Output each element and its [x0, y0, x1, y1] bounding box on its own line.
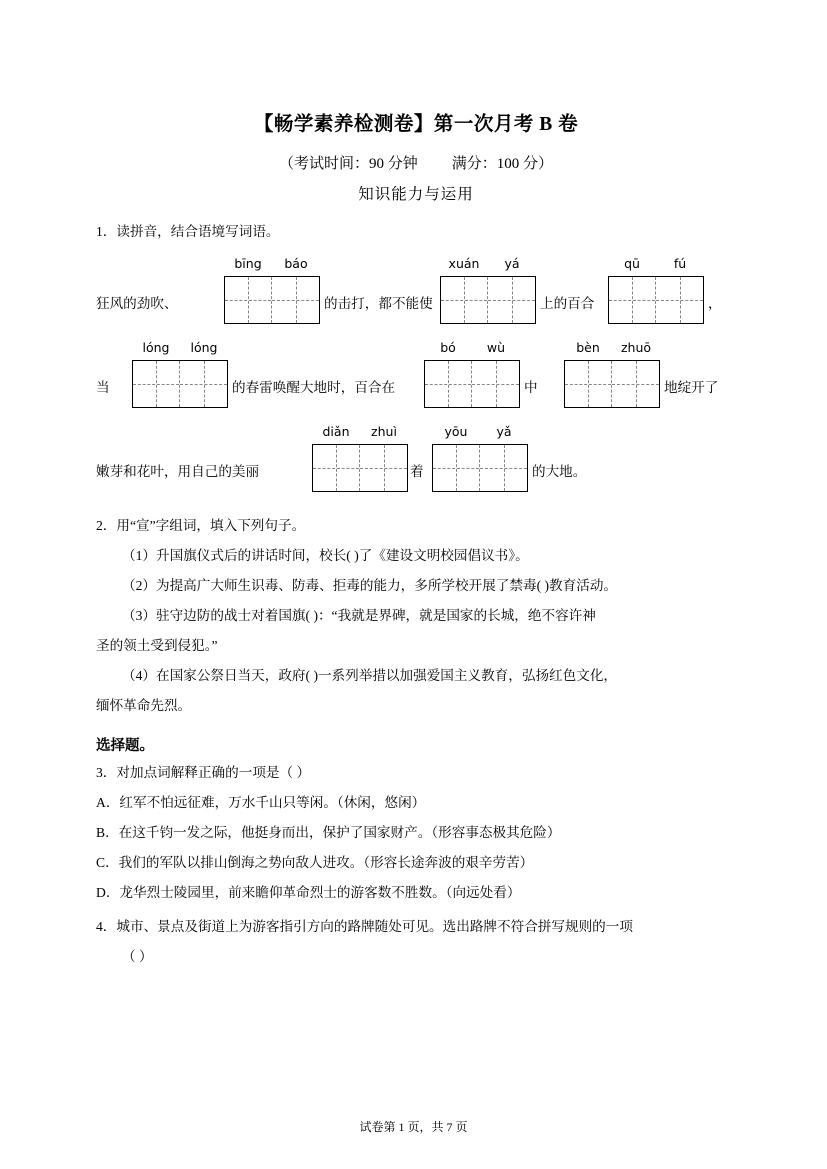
page-title: 【畅学素养检测卷】第一次月考 B 卷 — [253, 114, 579, 135]
question-2-item-3-cont: 圣的领土受到侵犯。” — [96, 638, 218, 653]
pinyin-you: yōu — [444, 424, 468, 439]
tianzige-qufu[interactable] — [608, 276, 704, 324]
q1-r2-seg-1: 当 — [96, 380, 110, 395]
tianzige-cell[interactable] — [313, 445, 360, 491]
question-3-option-d: D．龙华烈士陵园里，前来瞻仰革命烈士的游客数不胜数。（向远处看） — [96, 885, 521, 900]
q1-row-1 — [96, 256, 736, 330]
q1-row-2-sentence — [96, 360, 736, 412]
q1-r2-seg-3: 中 — [524, 380, 538, 395]
pinyin-zhui: zhuì — [371, 424, 397, 439]
q1-r2-seg-2: 的春雷唤醒大地时，百合在 — [232, 380, 396, 395]
q1-r3-seg-3: 的大地。 — [532, 464, 587, 479]
q1-row-1-pinyin — [96, 256, 736, 276]
question-1-prompt: 1．读拼音，结合语境写词语。 — [96, 224, 280, 239]
tianzige-cell[interactable] — [472, 361, 519, 407]
question-2-item-3: （3）驻守边防的战士对着国旗( )：“我就是界碑，就是国家的长城，绝不容许神 — [122, 608, 596, 623]
q1-r3-seg-2: 着 — [410, 464, 424, 479]
tianzige-cell[interactable] — [272, 277, 319, 323]
pinyin-zhuo: zhuō — [620, 340, 652, 355]
pinyin-ya: yǎ — [496, 424, 512, 439]
tianzige-cell[interactable] — [225, 277, 272, 323]
q1-row-3-pinyin — [96, 424, 736, 444]
pinyin-wu: wù — [486, 340, 506, 355]
tianzige-cell[interactable] — [433, 445, 480, 491]
tianzige-youya[interactable] — [432, 444, 528, 492]
tianzige-bingbao[interactable] — [224, 276, 320, 324]
pinyin-ben: bèn — [576, 340, 600, 355]
exam-score: 满分：100 分） — [451, 156, 554, 172]
pinyin-bing: bīng — [234, 256, 262, 271]
section-title: 知识能力与运用 — [358, 186, 474, 203]
tianzige-cell[interactable] — [133, 361, 180, 407]
q1-r3-seg-1: 嫩芽和花叶，用自己的美丽 — [96, 464, 260, 479]
tianzige-cell[interactable] — [565, 361, 612, 407]
tianzige-cell[interactable] — [360, 445, 407, 491]
q1-r1-seg-3: 上的百合 — [540, 296, 595, 311]
question-4-answer-blank: （ ） — [122, 949, 153, 964]
q1-r1-seg-2: 的击打，都不能使 — [324, 296, 433, 311]
pinyin-qu: qū — [624, 256, 640, 271]
pinyin-xuan: xuán — [448, 256, 480, 271]
q1-row-3-sentence — [96, 444, 736, 496]
tianzige-cell[interactable] — [441, 277, 488, 323]
question-3-option-c: C．我们的军队以排山倒海之势向敌人进攻。（形容长途奔波的艰辛劳苦） — [96, 855, 534, 870]
question-2-item-4: （4）在国家公祭日当天，政府( )一系列举措以加强爱国主义教育，弘扬红色文化， — [122, 668, 618, 683]
tianzige-cell[interactable] — [480, 445, 527, 491]
pinyin-ya: yá — [504, 256, 520, 271]
tianzige-cell[interactable] — [180, 361, 227, 407]
q1-r1-seg-4: ， — [708, 296, 722, 311]
q1-row-1-sentence — [96, 276, 736, 328]
question-3-option-a: A．红军不怕远征难，万水千山只等闲。（休闲，悠闲） — [96, 795, 426, 810]
pinyin-long-2: lóng — [190, 340, 218, 355]
tianzige-cell[interactable] — [656, 277, 703, 323]
page-footer: 试卷第 1 页，共 7 页 — [359, 1120, 468, 1134]
document-body — [96, 108, 736, 973]
pinyin-dian: diǎn — [322, 424, 350, 439]
tianzige-cell[interactable] — [609, 277, 656, 323]
question-2-item-2: （2）为提高广大师生识毒、防毒、拒毒的能力，多所学校开展了禁毒( )教育活动。 — [122, 578, 618, 593]
tianzige-longlong[interactable] — [132, 360, 228, 408]
pinyin-long-1: lóng — [142, 340, 170, 355]
question-3-option-b: B．在这千钧一发之际，他挺身而出，保护了国家财产。（形容事态极其危险） — [96, 825, 561, 840]
exam-meta — [96, 152, 736, 173]
pinyin-fu: fú — [673, 256, 687, 271]
tianzige-xuanya[interactable] — [440, 276, 536, 324]
question-2-item-1: （1）升国旗仪式后的讲话时间，校长( )了《建设文明校园倡议书》。 — [122, 548, 529, 563]
pinyin-bo: bó — [440, 340, 456, 355]
tianzige-bowu[interactable] — [424, 360, 520, 408]
question-4-prompt: 4．城市、景点及街道上为游客指引方向的路牌随处可见。选出路牌不符合拼写规则的一项 — [96, 919, 633, 934]
pinyin-bao: báo — [284, 256, 308, 271]
q1-r1-seg-1: 狂风的劲吹、 — [96, 296, 178, 311]
tianzige-dianzhui[interactable] — [312, 444, 408, 492]
q1-r2-seg-4: 地绽开了 — [664, 380, 719, 395]
tianzige-cell[interactable] — [612, 361, 659, 407]
tianzige-cell[interactable] — [425, 361, 472, 407]
question-3-prompt: 3．对加点词解释正确的一项是（ ） — [96, 765, 311, 780]
tianzige-benzhuo[interactable] — [564, 360, 660, 408]
tianzige-cell[interactable] — [488, 277, 535, 323]
q1-row-3 — [96, 424, 736, 498]
q1-row-2 — [96, 340, 736, 414]
q1-row-2-pinyin — [96, 340, 736, 360]
question-2-prompt: 2．用“宣”字组词，填入下列句子。 — [96, 518, 306, 533]
choice-section-heading: 选择题。 — [96, 738, 154, 754]
exam-time: （考试时间：90 分钟 — [278, 156, 418, 172]
question-2-item-4-cont: 缅怀革命先烈。 — [96, 698, 192, 713]
